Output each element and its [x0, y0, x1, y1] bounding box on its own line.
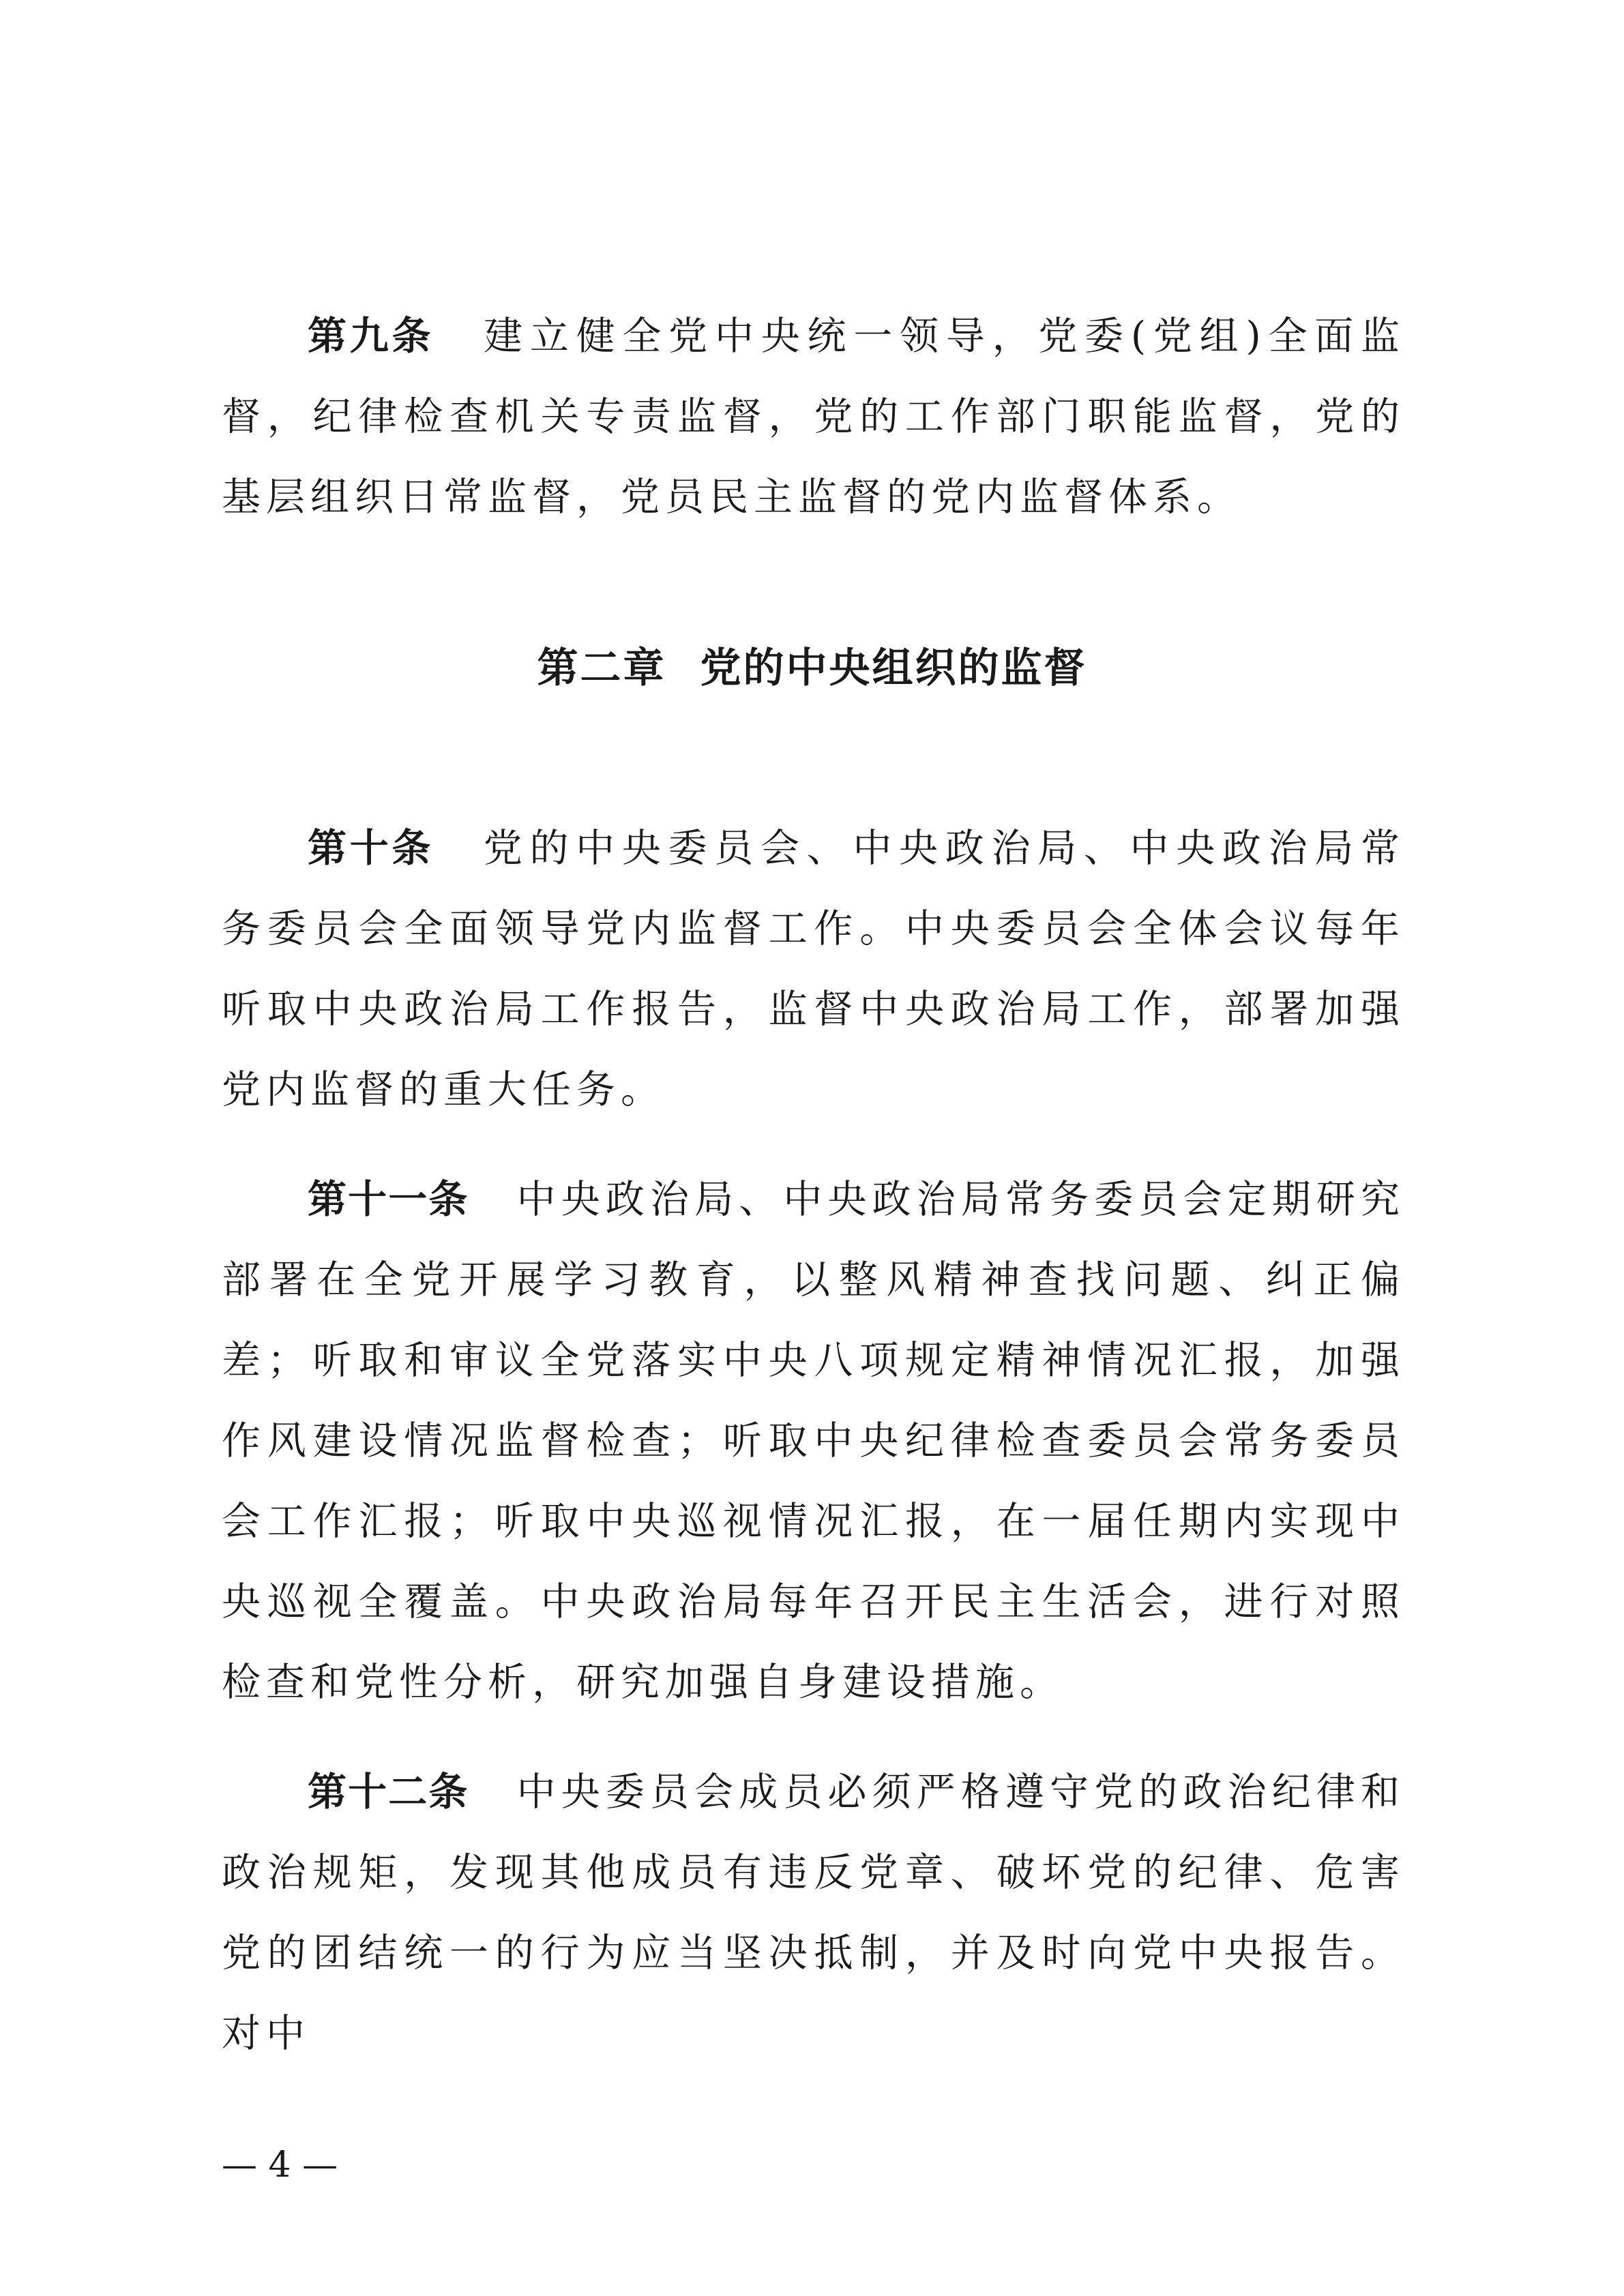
article-11 [222, 1159, 1405, 1723]
article-12-label: 第十二条 [308, 1770, 469, 1815]
article-11-label: 第十一条 [308, 1177, 469, 1222]
article-9-label: 第九条 [308, 314, 434, 359]
article-10 [222, 808, 1405, 1130]
article-10-label: 第十条 [308, 826, 434, 871]
article-9-text: 建立健全党中央统一领导，党委(党组)全面监督，纪律检查机关专责监督，党的工作部门职能监督，党的基层组织日常监督，党员民主监督的党内监督体系。 [222, 314, 1406, 520]
chapter-number: 第二章 [537, 644, 666, 692]
article-12 [222, 1752, 1405, 2074]
chapter-title: 党的中央组织的监督 [700, 644, 1087, 692]
page-number: — 4 — [222, 2145, 338, 2186]
article-11-text: 中央政治局、中央政治局常务委员会定期研究部署在全党开展学习教育，以整风精神查找问题、纠正偏差；听取和审议全党落实中央八项规定精神情况汇报，加强作风建设情况监督检查；听取中央纪律检查委员会常务委员会工作汇报；听取中央巡视情况汇报，在一届任期内实现中央巡视全覆盖。中央政治局每年召开民主生活会，进行对照检查和党性分析，研究加强自身建设措施。 [222, 1177, 1405, 1705]
article-9 [222, 296, 1405, 537]
article-12-text: 中央委员会成员必须严格遵守党的政治纪律和政治规矩，发现其他成员有违反党章、破坏党的纪律、危害党的团结统一的行为应当坚决抵制，并及时向党中央报告。对中 [222, 1770, 1405, 2056]
chapter-heading [0, 641, 1624, 696]
article-10-text: 党的中央委员会、中央政治局、中央政治局常务委员会全面领导党内监督工作。中央委员会全体会议每年听取中央政治局工作报告，监督中央政治局工作，部署加强党内监督的重大任务。 [222, 826, 1406, 1112]
